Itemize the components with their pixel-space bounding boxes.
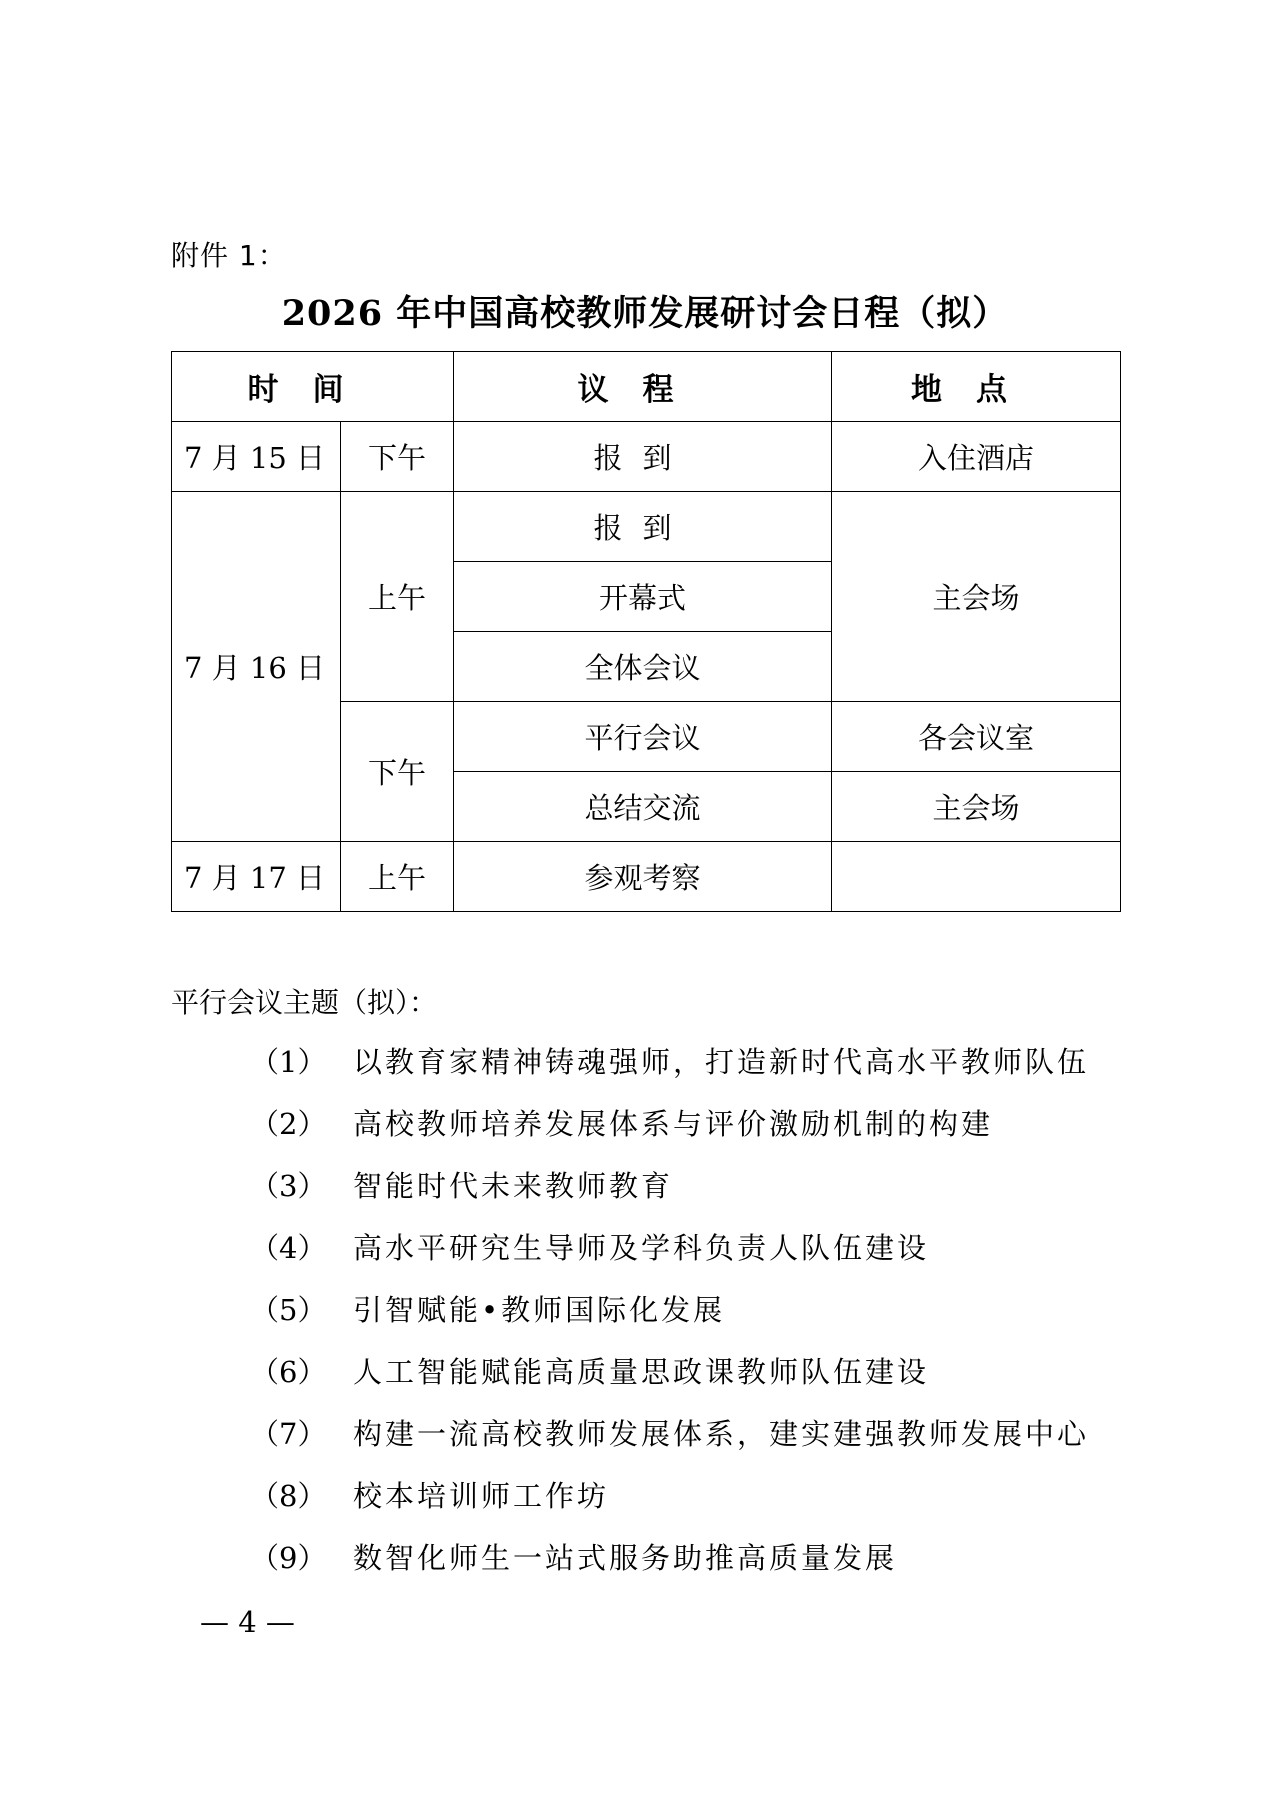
theme-number: （4） bbox=[250, 1231, 327, 1265]
list-item bbox=[0, 1476, 1280, 1516]
theme-number: （6） bbox=[250, 1355, 327, 1389]
period-cell: 下午 bbox=[341, 702, 454, 842]
agenda-cell: 参观考察 bbox=[454, 842, 832, 912]
theme-number: （7） bbox=[250, 1417, 327, 1451]
theme-text: 数智化师生一站式服务助推高质量发展 bbox=[353, 1541, 898, 1575]
location-cell: 主会场 bbox=[832, 772, 1121, 842]
theme-text: 以教育家精神铸魂强师，打造新时代高水平教师队伍 bbox=[353, 1045, 1090, 1079]
agenda-cell: 报到 bbox=[454, 492, 832, 562]
list-item bbox=[0, 1042, 1280, 1082]
schedule-table bbox=[171, 351, 1121, 912]
theme-number: （2） bbox=[250, 1107, 327, 1141]
theme-text: 引智赋能•教师国际化发展 bbox=[353, 1293, 726, 1327]
theme-number: （8） bbox=[250, 1479, 327, 1513]
table-header-row bbox=[172, 352, 1121, 422]
theme-text: 高校教师培养发展体系与评价激励机制的构建 bbox=[353, 1107, 994, 1141]
date-cell: 7 月 16 日 bbox=[172, 492, 341, 842]
theme-text: 智能时代未来教师教育 bbox=[353, 1169, 674, 1203]
period-cell: 上午 bbox=[341, 842, 454, 912]
agenda-cell: 开幕式 bbox=[454, 562, 832, 632]
attachment-label: 附件 1： bbox=[171, 239, 287, 272]
theme-text: 高水平研究生导师及学科负责人队伍建设 bbox=[353, 1231, 930, 1265]
location-cell bbox=[832, 842, 1121, 912]
list-item bbox=[0, 1228, 1280, 1268]
theme-number: （1） bbox=[250, 1045, 327, 1079]
list-item bbox=[0, 1290, 1280, 1330]
document-title: 2026 年中国高校教师发展研讨会日程（拟） bbox=[281, 293, 1009, 334]
theme-number: （3） bbox=[250, 1169, 327, 1203]
period-cell: 上午 bbox=[341, 492, 454, 702]
list-item bbox=[0, 1352, 1280, 1392]
table-row bbox=[172, 422, 1121, 492]
theme-number: （9） bbox=[250, 1541, 327, 1575]
location-cell: 入住酒店 bbox=[832, 422, 1121, 492]
themes-heading: 平行会议主题（拟）： bbox=[171, 986, 438, 1019]
agenda-cell: 报到 bbox=[454, 422, 832, 492]
date-cell: 7 月 15 日 bbox=[172, 422, 341, 492]
header-agenda: 议程 bbox=[454, 352, 832, 422]
agenda-cell: 全体会议 bbox=[454, 632, 832, 702]
location-cell: 各会议室 bbox=[832, 702, 1121, 772]
list-item bbox=[0, 1414, 1280, 1454]
theme-text: 校本培训师工作坊 bbox=[353, 1479, 610, 1513]
table-row bbox=[172, 842, 1121, 912]
list-item bbox=[0, 1538, 1280, 1578]
date-cell: 7 月 17 日 bbox=[172, 842, 341, 912]
period-cell: 下午 bbox=[341, 422, 454, 492]
theme-text: 构建一流高校教师发展体系，建实建强教师发展中心 bbox=[353, 1417, 1090, 1451]
list-item bbox=[0, 1104, 1280, 1144]
header-location: 地点 bbox=[832, 352, 1121, 422]
theme-number: （5） bbox=[250, 1293, 327, 1327]
page-number: — 4 — bbox=[200, 1605, 295, 1639]
table-row bbox=[172, 492, 1121, 562]
location-cell: 主会场 bbox=[832, 492, 1121, 702]
header-time: 时间 bbox=[172, 352, 454, 422]
agenda-cell: 总结交流 bbox=[454, 772, 832, 842]
agenda-cell: 平行会议 bbox=[454, 702, 832, 772]
theme-text: 人工智能赋能高质量思政课教师队伍建设 bbox=[353, 1355, 930, 1389]
list-item bbox=[0, 1166, 1280, 1206]
